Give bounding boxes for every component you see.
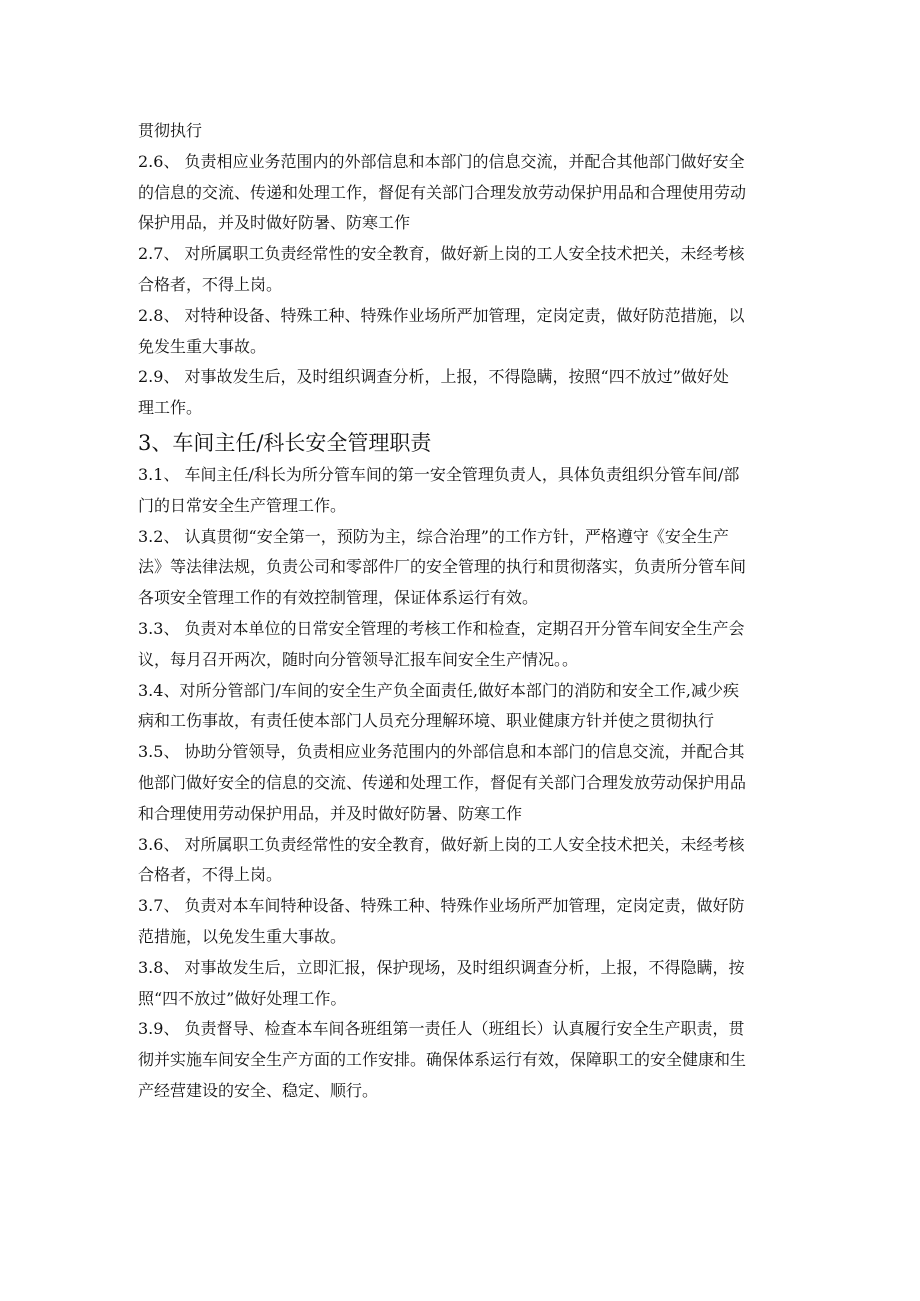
section-3-body bbox=[138, 460, 786, 1107]
text-line: 3.3、 负责对本单位的日常安全管理的考核工作和检查，定期召开分管车间安全生产会 bbox=[138, 618, 745, 638]
text-line: 2.7、 对所属职工负责经常性的安全教育，做好新上岗的工人安全技术把关，未经考核 bbox=[138, 244, 745, 264]
text-line: 3.2、 认真贯彻“安全第一，预防为主，综合治理”的工作方针，严格遵守《安全生产 bbox=[138, 526, 729, 546]
text-line: 免发生重大事故。 bbox=[138, 336, 267, 356]
text-line: 的信息的交流、传递和处理工作，督促有关部门合理发放劳动保护用品和合理使用劳动 bbox=[138, 182, 747, 202]
text-line: 他部门做好安全的信息的交流、传递和处理工作，督促有关部门合理发放劳动保护用品 bbox=[138, 772, 747, 792]
text-line: 和合理使用劳动保护用品，并及时做好防暑、防寒工作 bbox=[138, 803, 523, 823]
text-line: 病和工伤事故，有责任使本部门人员充分理解环境、职业健康方针并使之贯彻执行 bbox=[138, 711, 715, 731]
section-2-continuation bbox=[138, 116, 786, 424]
text-line: 3.5、 协助分管领导，负责相应业务范围内的外部信息和本部门的信息交流，并配合其 bbox=[138, 742, 745, 762]
text-line: 3.7、 负责对本车间特种设备、特殊工种、特殊作业场所严加管理，定岗定责，做好防 bbox=[138, 896, 745, 916]
text-line: 门的日常安全生产管理工作。 bbox=[138, 495, 347, 515]
text-line: 产经营建设的安全、稳定、顺行。 bbox=[138, 1080, 379, 1100]
text-line: 各项安全管理工作的有效控制管理，保证体系运行有效。 bbox=[138, 588, 539, 608]
text-line: 贯彻执行 bbox=[138, 121, 203, 140]
text-line: 3.8、 对事故发生后，立即汇报，保护现场，及时组织调查分析，上报，不得隐瞒，按 bbox=[138, 957, 745, 977]
text-line: 合格者，不得上岗。 bbox=[138, 865, 283, 885]
text-line: 合格者，不得上岗。 bbox=[138, 274, 283, 294]
text-line: 议，每月召开两次，随时向分管领导汇报车间安全生产情况。。 bbox=[138, 649, 579, 669]
text-line: 理工作。 bbox=[138, 398, 203, 418]
text-line: 3.4、对所分管部门/车间的安全生产负全面责任,做好本部门的消防和安全工作,减少疾 bbox=[138, 680, 740, 700]
text-line: 保护用品，并及时做好防暑、防寒工作 bbox=[138, 213, 411, 233]
text-line: 彻并实施车间安全生产方面的工作安排。确保体系运行有效，保障职工的安全健康和生 bbox=[138, 1050, 747, 1070]
section-heading: 3、车间主任/科长安全管理职责 bbox=[138, 430, 432, 455]
text-line: 2.6、 负责相应业务范围内的外部信息和本部门的信息交流，并配合其他部门做好安全 bbox=[138, 151, 745, 171]
text-line: 3.1、 车间主任/科长为所分管车间的第一安全管理负责人，具体负责组织分管车间/部 bbox=[138, 464, 740, 484]
text-line: 范措施，以免发生重大事故。 bbox=[138, 926, 347, 946]
text-line: 法》等法律法规，负责公司和零部件厂的安全管理的执行和贯彻落实，负责所分管车间 bbox=[138, 557, 747, 577]
text-line: 3.9、 负责督导、检查本车间各班组第一责任人（班组长）认真履行安全生产职责，贯 bbox=[138, 1019, 745, 1039]
text-line: 2.9、 对事故发生后，及时组织调查分析，上报，不得隐瞒，按照“四不放过”做好处 bbox=[138, 367, 729, 387]
text-line: 3.6、 对所属职工负责经常性的安全教育，做好新上岗的工人安全技术把关，未经考核 bbox=[138, 834, 745, 854]
text-line: 2.8、 对特种设备、特殊工种、特殊作业场所严加管理，定岗定责，做好防范措施，以 bbox=[138, 305, 745, 325]
text-line: 照“四不放过”做好处理工作。 bbox=[138, 988, 347, 1008]
document-body bbox=[138, 116, 786, 1107]
